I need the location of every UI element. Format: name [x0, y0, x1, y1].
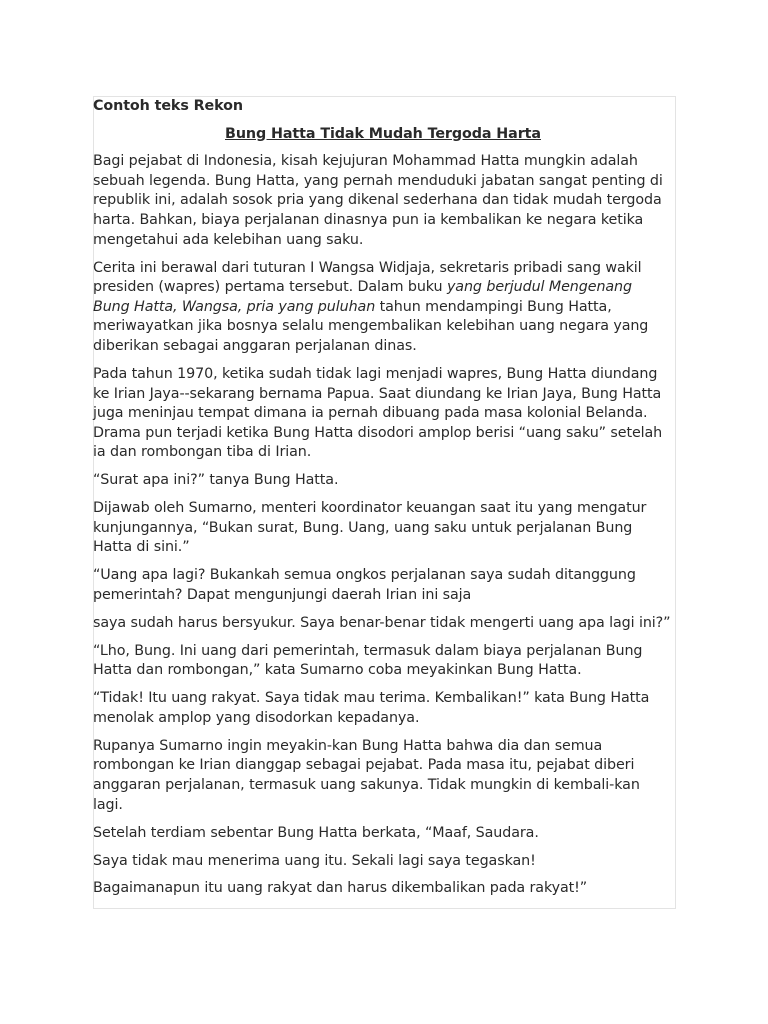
paragraph-12: Saya tidak mau menerima uang itu. Sekali lagi saya tegaskan! — [93, 852, 536, 869]
document-title — [93, 125, 673, 145]
document-heading: Contoh teks Rekon — [93, 98, 243, 114]
paragraph-11: Setelah terdiam sebentar Bung Hatta berkata, “Maaf, Saudara. — [93, 824, 539, 841]
document-title-text: Bung Hatta Tidak Mudah Tergoda Harta — [225, 125, 541, 142]
paragraph-2-part-2: tahun mendampingi Bung Hatta, meriwayatkan jika bosnya selalu mengembalikan kelebihan uang negara yang diberikan sebagai anggaran perjalanan dinas. — [93, 298, 649, 354]
paragraph-3: Pada tahun 1970, ketika sudah tidak lagi menjadi wapres, Bung Hatta diundang ke Irian Jaya--sekarang bernama Papua. Saat diundang ke Irian Jaya, Bung Hatta juga meninjau tempat dimana ia pernah dibuang pada masa kolonial Belanda. Drama pun terjadi ketika Bung Hatta disodori amplop berisi “uang saku” setelah ia dan rombongan tiba di Irian. — [93, 365, 663, 461]
paragraph-8: “Lho, Bung. Ini uang dari pemerintah, termasuk dalam biaya perjalanan Bung Hatta dan rombongan,” kata Sumarno coba meyakinkan Bung Hatta. — [93, 642, 643, 679]
paragraph-13: Bagaimanapun itu uang rakyat dan harus dikembalikan pada rakyat!” — [93, 880, 588, 897]
paragraph-5: Dijawab oleh Sumarno, menteri koordinator keuangan saat itu yang mengatur kunjungannya, “Bukan surat, Bung. Uang, uang saku untuk perjalanan Bung Hatta di sini.” — [93, 500, 647, 556]
paragraph-10: Rupanya Sumarno ingin meyakin-kan Bung Hatta bahwa dia dan semua rombongan ke Irian dianggap sebagai pejabat. Pada masa itu, pejabat diberi anggaran perjalanan, termasuk uang sakunya. Tidak mungkin di kembali-kan lagi. — [93, 737, 640, 813]
paragraph-9: “Tidak! Itu uang rakyat. Saya tidak mau terima. Kembalikan!” kata Bung Hatta menolak amplop yang disodorkan kepadanya. — [93, 690, 650, 726]
paragraph-2-italic: yang berjudul Mengenang Bung Hatta, Wangsa, pria yang puluhan — [93, 279, 632, 315]
paragraph-6: “Uang apa lagi? Bukankah semua ongkos perjalanan saya sudah ditanggung pemerintah? Dapat mengunjungi daerah Irian ini saja — [93, 567, 636, 604]
paragraph-2-part-1: Cerita ini berawal dari tuturan I Wangsa Widjaja, sekretaris pribadi sang wakil presiden (wapres) pertama tersebut. Dalam buku — [93, 259, 642, 296]
paragraph-7: saya sudah harus bersyukur. Saya benar-benar tidak mengerti uang apa lagi ini?” — [93, 614, 671, 631]
document-body — [93, 97, 673, 907]
paragraph-2 — [93, 259, 673, 357]
paragraph-1: Bagi pejabat di Indonesia, kisah kejujuran Mohammad Hatta mungkin adalah sebuah legenda. Bung Hatta, yang pernah menduduki jabatan sangat penting di republik ini, adalah sosok pria yang dikenal sederhana dan tidak mudah tergoda harta. Bahkan, biaya perjalanan dinasnya pun ia kembalikan ke negara ketika mengetahui ada kelebihan uang saku. — [93, 153, 663, 248]
paragraph-4: “Surat apa ini?” tanya Bung Hatta. — [93, 472, 339, 489]
